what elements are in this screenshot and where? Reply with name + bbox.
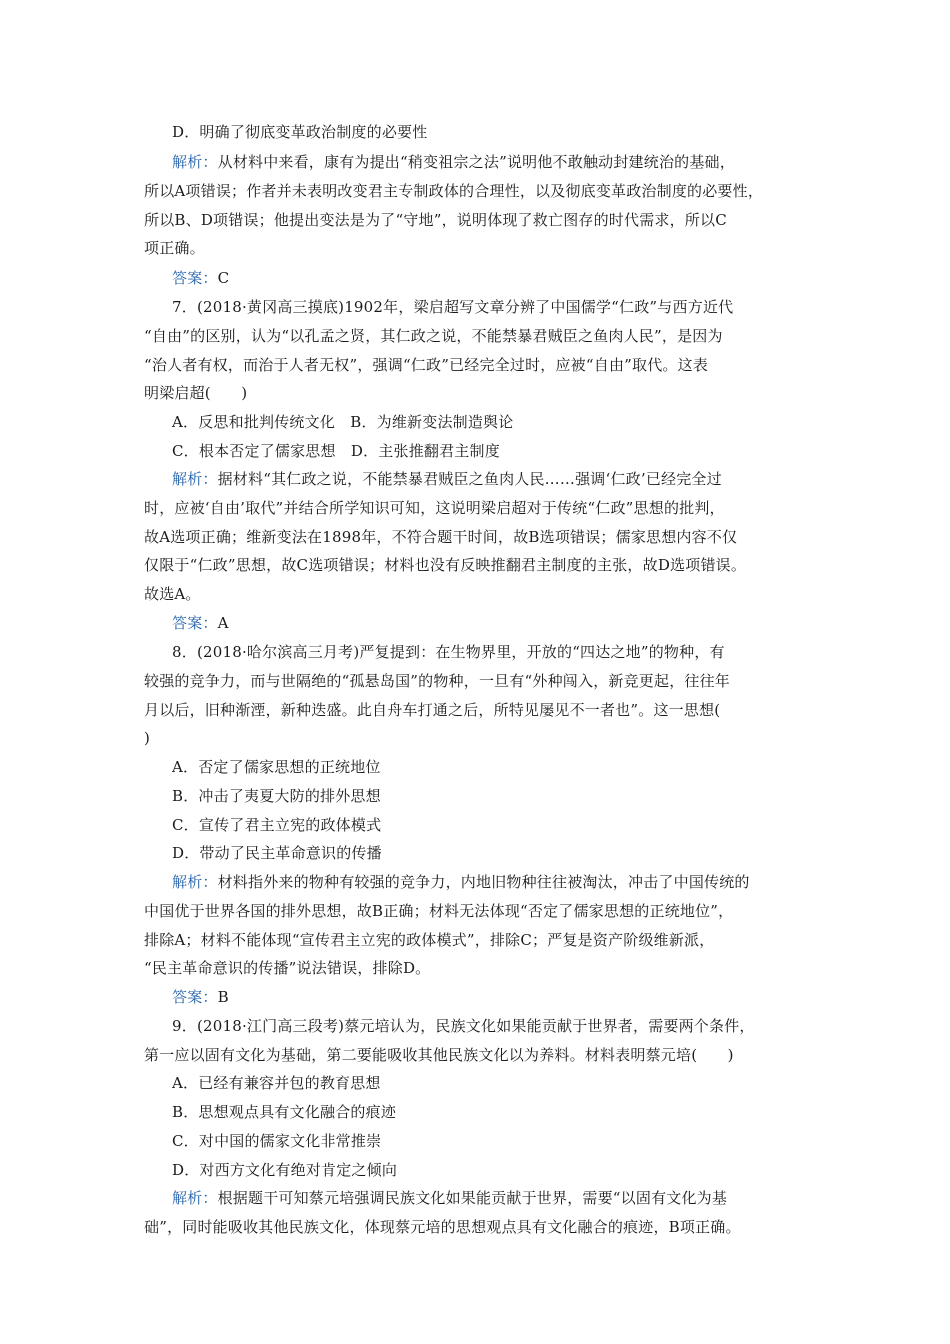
q6-option-d: D．明确了彻底变革政治制度的必要性	[172, 123, 428, 141]
q6-analysis-line-3: 所以B、D项错误；他提出变法是为了“守地”，说明体现了救亡图存的时代需求，所以C	[144, 211, 727, 229]
q7-answer	[172, 613, 816, 633]
q8-option-d: D．带动了民主革命意识的传播	[172, 844, 382, 862]
q9-analysis-line-1	[172, 1188, 816, 1208]
q9-option-d: D．对西方文化有绝对肯定之倾向	[172, 1161, 398, 1179]
analysis-label: 解析：	[172, 873, 218, 891]
q7-options-row-1: A．反思和批判传统文化 B．为维新变法制造舆论	[172, 413, 514, 431]
q8-stem-line-3: 月以后，旧种渐湮，新种迭盛。此自舟车打通之后，所特见屡见不一者也”。这一思想(	[144, 701, 721, 719]
q8-answer	[172, 987, 816, 1007]
answer-label: 答案：	[172, 988, 218, 1006]
q6-analysis-line-4: 项正确。	[144, 239, 205, 257]
q8-analysis-line-3: 排除A；材料不能体现“宣传君主立宪的政体模式”，排除C；严复是资产阶级维新派，	[144, 931, 715, 949]
q7-analysis-line-5: 故选A。	[144, 585, 201, 603]
q9-option-c: C．对中国的儒家文化非常推崇	[172, 1132, 382, 1150]
analysis-text: 据材料“其仁政之说，不能禁暴君贼臣之鱼肉人民……强调‘仁政’已经完全过	[217, 470, 722, 488]
q9-analysis-line-2: 础”，同时能吸收其他民族文化，体现蔡元培的思想观点具有文化融合的痕迹，B项正确。	[144, 1218, 741, 1236]
q7-stem-line-1: 7．(2018·黄冈高三摸底)1902年，梁启超写文章分辨了中国儒学“仁政”与西方近代	[172, 298, 734, 316]
q7-analysis-line-4: 仅限于“仁政”思想，故C选项错误；材料也没有反映推翻君主制度的主张，故D选项错误。	[144, 556, 747, 574]
q7-analysis-line-3: 故A选项正确；维新变法在1898年，不符合题干时间，故B选项错误；儒家思想内容不仅	[144, 528, 738, 546]
analysis-text: 材料指外来的物种有较强的竞争力，内地旧物种往往被淘汰，冲击了中国传统的	[217, 873, 750, 891]
q9-option-b: B．思想观点具有文化融合的痕迹	[172, 1103, 397, 1121]
answer-value: B	[217, 988, 229, 1006]
q9-option-a: A．已经有兼容并包的教育思想	[172, 1074, 381, 1092]
analysis-text: 从材料中来看，康有为提出“稍变祖宗之法”说明他不敢触动封建统治的基础，	[217, 153, 735, 171]
q8-option-c: C．宣传了君主立宪的政体模式	[172, 816, 382, 834]
q7-analysis-line-2: 时，应被‘自由’取代”并结合所学知识可知，这说明梁启超对于传统“仁政”思想的批判，	[144, 499, 725, 517]
q7-analysis-line-1	[172, 469, 816, 489]
analysis-text: 根据题干可知蔡元培强调民族文化如果能贡献于世界，需要“以固有文化为基	[217, 1189, 728, 1207]
q8-analysis-line-4: “民主革命意识的传播”说法错误，排除D。	[144, 959, 431, 977]
q6-answer	[172, 268, 816, 288]
q8-analysis-line-1	[172, 872, 816, 892]
analysis-label: 解析：	[172, 153, 218, 171]
q8-analysis-line-2: 中国优于世界各国的排外思想，故B正确；材料无法体现“否定了儒家思想的正统地位”，	[144, 902, 734, 920]
q8-stem-line-1: 8．(2018·哈尔滨高三月考)严复提到：在生物界里，开放的“四达之地”的物种，有	[172, 643, 725, 661]
q7-stem-line-4: 明梁启超( )	[144, 384, 248, 402]
q8-stem-line-2: 较强的竞争力，而与世隔绝的“孤悬岛国”的物种，一旦有“外种闯入，新竞更起，往往年	[144, 672, 731, 690]
q7-options-row-2: C．根本否定了儒家思想 D．主张推翻君主制度	[172, 442, 500, 460]
q9-stem-line-1: 9．(2018·江门高三段考)蔡元培认为，民族文化如果能贡献于世界者，需要两个条件，	[172, 1017, 755, 1035]
answer-label: 答案：	[172, 269, 218, 287]
analysis-label: 解析：	[172, 1189, 218, 1207]
q7-stem-line-2: “自由”的区别，认为“以孔孟之贤，其仁政之说，不能禁暴君贼臣之鱼肉人民”，是因为	[144, 327, 723, 345]
q8-option-b: B．冲击了夷夏大防的排外思想	[172, 787, 381, 805]
q9-stem-line-2: 第一应以固有文化为基础，第二要能吸收其他民族文化以为养料。材料表明蔡元培( )	[144, 1046, 734, 1064]
q7-stem-line-3: “治人者有权，而治于人者无权”，强调“仁政”已经完全过时，应被“自由”取代。这表	[144, 356, 709, 374]
analysis-label: 解析：	[172, 470, 218, 488]
answer-label: 答案：	[172, 614, 218, 632]
q6-analysis-line-2: 所以A项错误；作者并未表明改变君主专制政体的合理性，以及彻底变革政治制度的必要性，	[144, 182, 764, 200]
q6-analysis-line-1	[172, 152, 816, 172]
q8-option-a: A．否定了儒家思想的正统地位	[172, 758, 381, 776]
answer-value: C	[217, 269, 230, 287]
q8-stem-line-4: )	[144, 729, 151, 747]
answer-value: A	[217, 614, 229, 632]
